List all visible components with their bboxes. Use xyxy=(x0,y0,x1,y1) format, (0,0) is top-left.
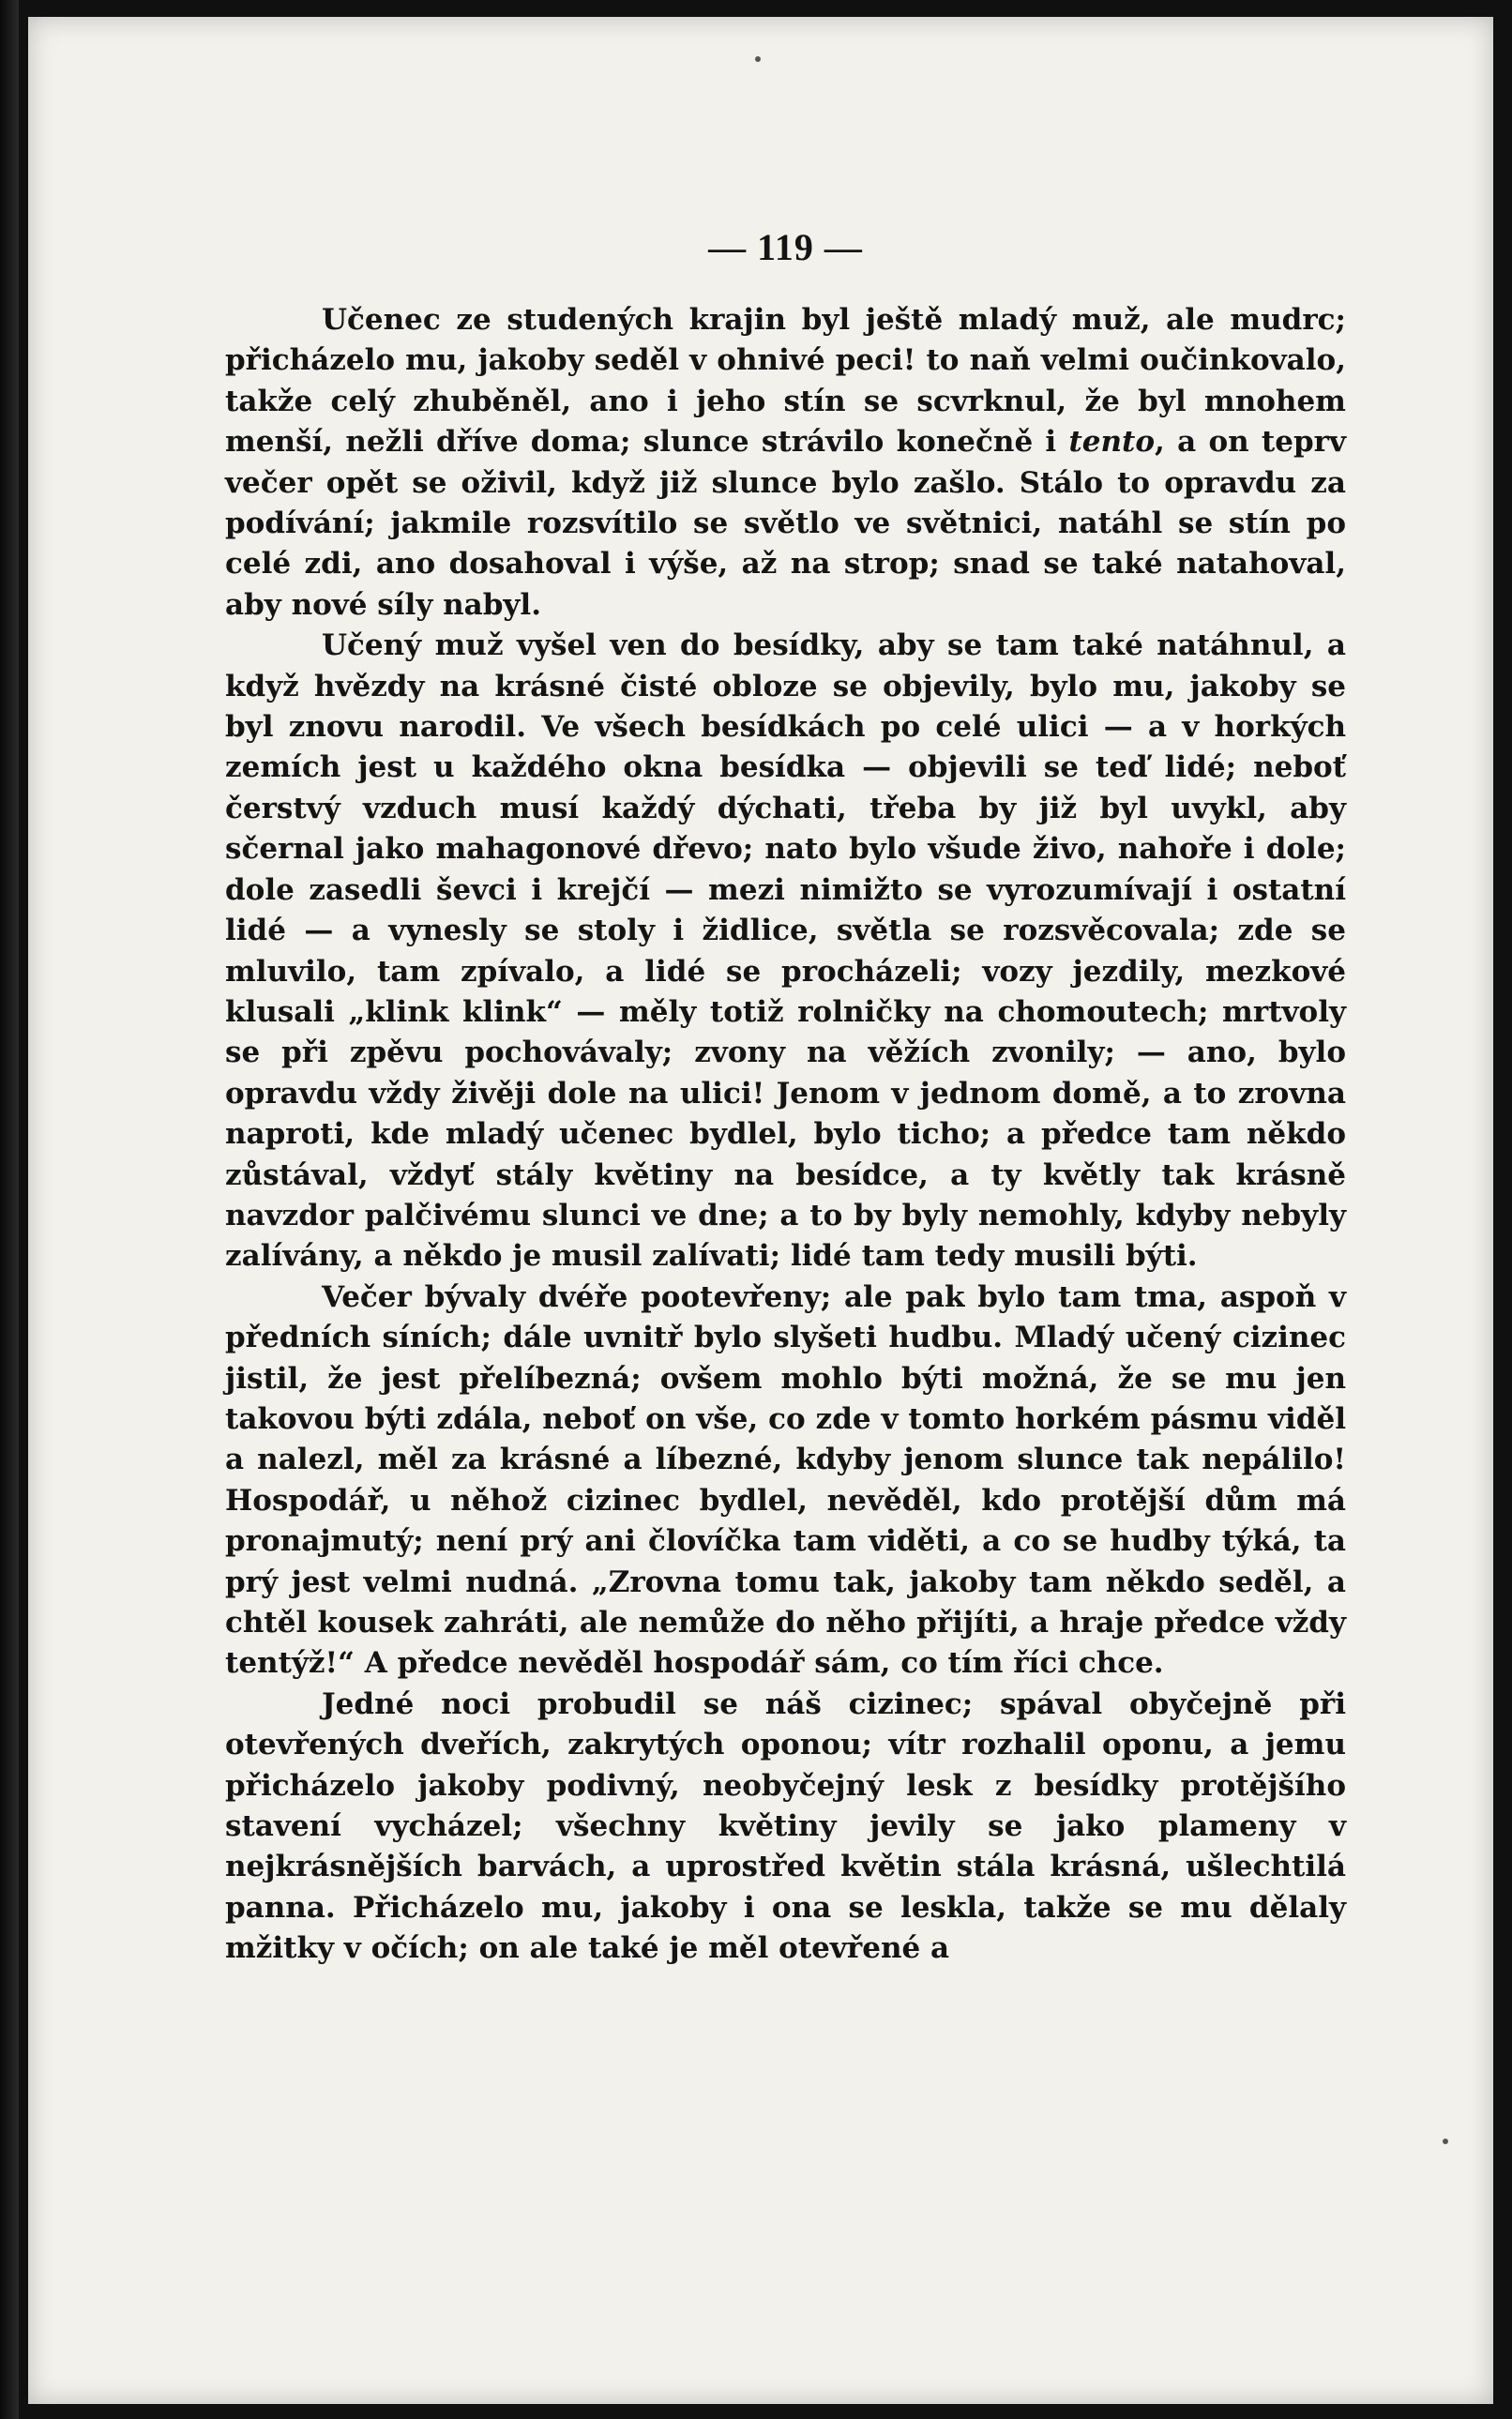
paragraph-4: Jedné noci probudil se náš cizinec; spával obyčejně při otevřených dveřích, zakrytých oponou; vítr rozhalil oponu, a jemu přicházelo jakoby podivný, neobyčejný lesk z besídky protějšího stavení vycházel; všechny květiny jevily se jako plameny v nejkrásnějších barvách, a uprostřed květin stála krásná, ušlechtilá panna. Přicházelo mu, jakoby i ona se leskla, takže se mu dělaly mžitky v očích; on ale také je měl otevřené a xyxy=(225,1686,1346,1966)
paragraph-1-after: , a on teprv večer opět se oživil, když již slunce bylo zašlo. Stálo to opravdu za podívání; jakmile rozsvítilo se světlo ve světnici, natáhl se stín po celé zdi, ano dosahoval i výše, až na strop; snad se také natahoval, aby nové síly nabyl. xyxy=(225,425,1346,622)
paragraph-1 xyxy=(225,300,1346,626)
paper-speck xyxy=(1443,2139,1448,2144)
body-text xyxy=(225,300,1346,1970)
paper-speck xyxy=(755,56,761,62)
emphasized-word: tento xyxy=(1068,425,1156,460)
paragraph-2: Učený muž vyšel ven do besídky, aby se tam také natáhnul, a když hvězdy na krásné čisté obloze se objevily, bylo mu, jakoby se byl znovu narodil. Ve všech besídkách po celé ulici — a v horkých zemích jest u každého okna besídka — objevili se teď lidé; neboť čerstvý vzduch musí každý dýchati, třeba by již byl uvykl, aby sčernal jako mahagonové dřevo; nato bylo všude živo, nahoře i dole; dole zasedli ševci i krejčí — mezi nimižto se vyrozumívají i ostatní lidé — a vynesly se stoly i židlice, světla se rozsvěcovala; zde se mluvilo, tam zpívalo, a lidé se procházeli; vozy jezdily, mezkové klusali „klink klink“ — měly totiž rolničky na chomoutech; mrtvoly se při zpěvu pochovávaly; zvony na věžích zvonily; — ano, bylo opravdu vždy živěji dole na ulici! Jenom v jednom domě, a to zrovna naproti, kde mladý učenec bydlel, bylo ticho; a předce tam někdo zůstával, vždyť stály květiny na besídce, a ty květly tak krásně navzdor palčivému slunci ve dne; a to by byly nemohly, kdyby nebyly zalívány, a někdo je musil zalívati; lidé tam tedy musili býti. xyxy=(225,628,1346,1274)
page-number: — 119 — xyxy=(708,226,863,268)
book-page xyxy=(28,17,1493,2404)
page-content xyxy=(225,225,1346,2148)
paragraph-3: Večer bývaly dvéře pootevřeny; ale pak bylo tam tma, aspoň v předních síních; dále uvnitř bylo slyšeti hudbu. Mladý učený cizinec jistil, že jest přelíbezná; ovšem mohlo býti možná, že se mu jen takovou býti zdála, neboť on vše, co zde v tomto horkém pásmu viděl a nalezl, měl za krásné a líbezné, kdyby jenom slunce tak nepálilo! Hospodář, u něhož cizinec bydlel, nevěděl, kdo protější dům má pronajmutý; není prý ani človíčka tam viděti, a co se hudby týká, ta prý jest velmi nudná. „Zrovna tomu tak, jakoby tam někdo seděl, a chtěl kousek zahráti, ale nemůže do něho přijíti, a hraje předce vždy tentýž!“ A předce nevěděl hospodář sám, co tím říci chce. xyxy=(225,1279,1346,1681)
binding-edge xyxy=(0,0,19,2419)
paragraph-1-before: Učenec ze studených krajin byl ještě mladý muž, ale mudrc; přicházelo mu, jakoby seděl v ohnivé peci! to naň velmi oučinkovalo, takže celý zhuběněl, ano i jeho stín se scvrknul, že byl mnohem menší, nežli dříve doma; slunce strávilo konečně i xyxy=(225,303,1346,460)
